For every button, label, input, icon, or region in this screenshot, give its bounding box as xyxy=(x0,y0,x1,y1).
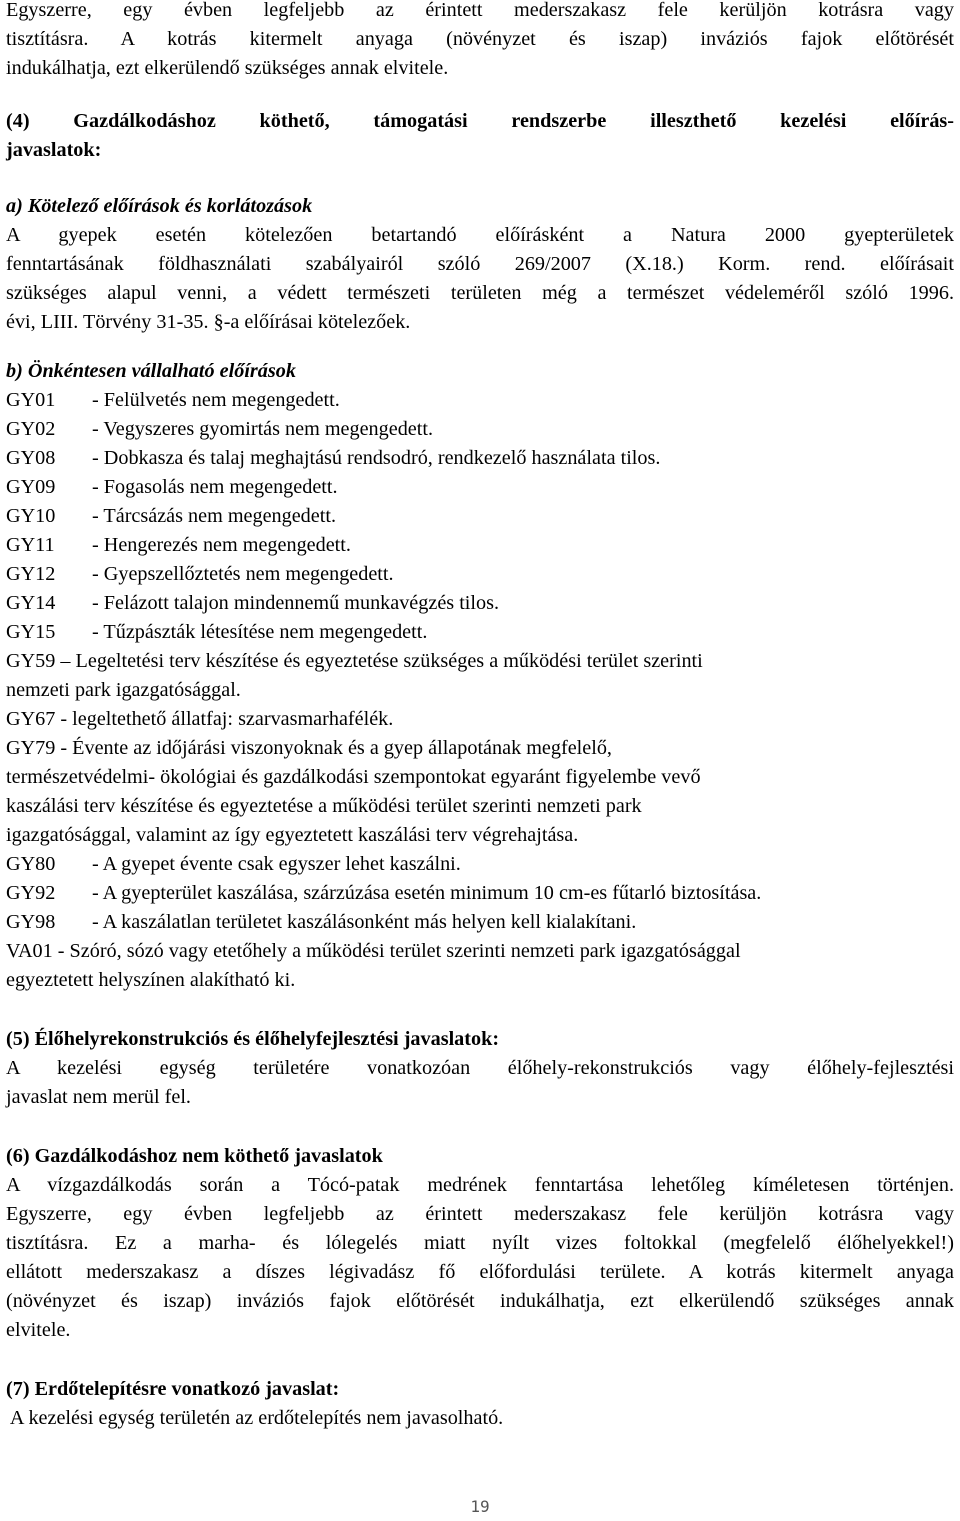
item-code: GY09 xyxy=(6,476,56,498)
item-text: - Fogasolás nem megengedett. xyxy=(92,476,338,498)
list-item xyxy=(6,531,954,560)
subsection-b-title: b) Önkéntesen vállalható előírások xyxy=(6,360,296,382)
list-item xyxy=(6,502,954,531)
list-item xyxy=(6,850,954,879)
paragraph-line: tisztításra. Ez a marha- és lólegelés miatt nyílt vizes foltokkal (megfelelő élőhelyekkel!) xyxy=(6,1232,954,1254)
item-text: - A kaszálatlan területet kaszálásonként más helyen kell kialakítani. xyxy=(92,911,637,933)
list-item xyxy=(6,473,954,502)
page-number: 19 xyxy=(470,1497,490,1516)
paragraph-line: A gyepek esetén kötelezően betartandó előírásként a Natura 2000 gyepterületek xyxy=(6,224,954,246)
item-text: - Hengerezés nem megengedett. xyxy=(92,534,351,556)
item-text: - Tárcsázás nem megengedett. xyxy=(92,505,337,527)
document-page xyxy=(6,0,954,1433)
list-item-continuation: egyeztetett helyszínen alakítható ki. xyxy=(6,969,296,991)
list-item: GY67 - legeltethető állatfaj: szarvasmarhafélék. xyxy=(6,708,394,730)
item-code: GY80 xyxy=(6,853,56,875)
item-text: - Felülvetés nem megengedett. xyxy=(92,389,340,411)
list-item xyxy=(6,444,954,473)
section-7-heading: (7) Erdőtelepítésre vonatkozó javaslat: xyxy=(6,1378,340,1400)
paragraph-line: ellátott mederszakasz a díszes légivadász fő előfordulási területe. A kotrás kitermelt anyaga xyxy=(6,1261,954,1283)
section-4-heading: (4) Gazdálkodáshoz köthető, támogatási rendszerbe illeszthető kezelési előírás- xyxy=(6,110,954,132)
list-item: GY79 - Évente az időjárási viszonyoknak és a gyep állapotának megfelelő, xyxy=(6,737,612,759)
section-5-heading: (5) Élőhelyrekonstrukciós és élőhelyfejlesztési javaslatok: xyxy=(6,1028,500,1050)
paragraph-line: Egyszerre, egy évben legfeljebb az érintett mederszakasz fele kerüljön kotrásra vagy xyxy=(6,1203,954,1225)
paragraph-line: évi, LIII. Törvény 31-35. §-a előírásai kötelezőek. xyxy=(6,311,411,333)
list-item-continuation: kaszálási terv készítése és egyeztetése a működési terület szerinti nemzeti park xyxy=(6,795,642,817)
list-item-continuation: nemzeti park igazgatósággal. xyxy=(6,679,241,701)
item-code: GY15 xyxy=(6,621,56,643)
list-item: VA01 - Szóró, sózó vagy etetőhely a működési terület szerinti nemzeti park igazgatósággal xyxy=(6,940,741,962)
paragraph-line: fenntartásának földhasználati szabályairól szóló 269/2007 (X.18.) Korm. rend. előírásait xyxy=(6,253,954,275)
item-code: GY12 xyxy=(6,563,56,585)
paragraph-line: (növényzet és iszap) inváziós fajok előtörését indukálhatja, ezt elkerülendő szükséges annak xyxy=(6,1290,954,1312)
item-text: - Vegyszeres gyomirtás nem megengedett. xyxy=(92,418,434,440)
list-item xyxy=(6,415,954,444)
item-text: - Tűzpászták létesítése nem megengedett. xyxy=(92,621,428,643)
paragraph-line: A vízgazdálkodás során a Tócó-patak medrének fenntartása lehetőleg kíméletesen történjen. xyxy=(6,1174,954,1196)
list-item xyxy=(6,560,954,589)
item-text: - Gyepszellőztetés nem megengedett. xyxy=(92,563,394,585)
paragraph-line: A kezelési egység területén az erdőtelepítés nem javasolható. xyxy=(6,1407,504,1429)
list-item xyxy=(6,589,954,618)
intro-line: tisztításra. A kotrás kitermelt anyaga (növényzet és iszap) inváziós fajok előtörését xyxy=(6,28,954,50)
item-code: GY02 xyxy=(6,418,56,440)
list-item xyxy=(6,618,954,647)
list-item xyxy=(6,386,954,415)
item-text: - Felázott talajon mindennemű munkavégzés tilos. xyxy=(92,592,500,614)
item-code: GY98 xyxy=(6,911,56,933)
item-code: GY92 xyxy=(6,882,56,904)
item-code: GY01 xyxy=(6,389,56,411)
item-code: GY08 xyxy=(6,447,56,469)
intro-line: Egyszerre, egy évben legfeljebb az érintett mederszakasz fele kerüljön kotrásra vagy xyxy=(6,0,954,21)
item-code: GY11 xyxy=(6,534,55,556)
subsection-a-title: a) Kötelező előírások és korlátozások xyxy=(6,195,313,217)
paragraph-line: javaslat nem merül fel. xyxy=(6,1086,191,1108)
list-item-continuation: természetvédelmi- ökológiai és gazdálkodási szempontokat egyaránt figyelembe vevő xyxy=(6,766,701,788)
section-4-heading: javaslatok: xyxy=(6,139,102,161)
item-text: - Dobkasza és talaj meghajtású rendsodró, rendkezelő használata tilos. xyxy=(92,447,661,469)
list-item xyxy=(6,879,954,908)
list-item xyxy=(6,908,954,937)
list-item-continuation: igazgatósággal, valamint az így egyeztetett kaszálási terv végrehajtása. xyxy=(6,824,579,846)
paragraph-line: A kezelési egység területére vonatkozóan élőhely-rekonstrukciós vagy élőhely-fejlesztési xyxy=(6,1057,954,1079)
item-code: GY10 xyxy=(6,505,56,527)
item-text: - A gyepet évente csak egyszer lehet kaszálni. xyxy=(92,853,461,875)
item-text: - A gyepterület kaszálása, szárzúzása esetén minimum 10 cm-es fűtarló biztosítása. xyxy=(92,882,762,904)
paragraph-line: elvitele. xyxy=(6,1319,71,1341)
paragraph-line: szükséges alapul venni, a védett természeti területen még a természet védeleméről szóló 1996. xyxy=(6,282,954,304)
section-6-heading: (6) Gazdálkodáshoz nem köthető javaslatok xyxy=(6,1145,383,1167)
item-code: GY14 xyxy=(6,592,56,614)
intro-line: indukálhatja, ezt elkerülendő szükséges annak elvitele. xyxy=(6,57,449,79)
list-item: GY59 – Legeltetési terv készítése és egyeztetése szükséges a működési terület szerinti xyxy=(6,650,703,672)
